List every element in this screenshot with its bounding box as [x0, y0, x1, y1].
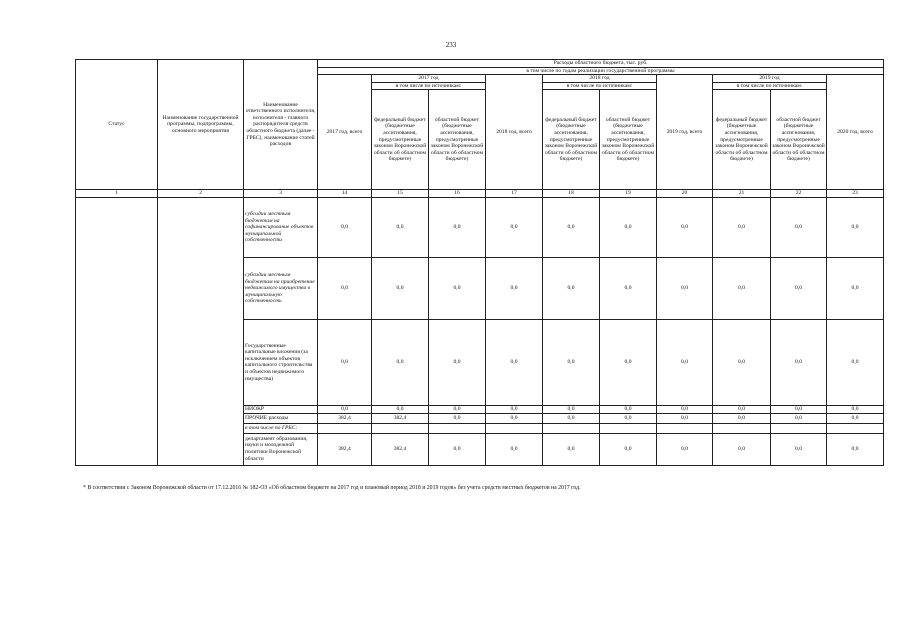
- cell-value: 0,0: [429, 433, 486, 465]
- cell-value: 0,0: [657, 257, 713, 319]
- column-number: 22: [771, 190, 827, 198]
- cell-value: 0,0: [486, 405, 543, 413]
- header-by-years: в том числе по годам реализации государственной программы: [318, 67, 884, 75]
- column-number: 19: [600, 190, 657, 198]
- cell-value: 0,0: [713, 197, 771, 257]
- cell-value: 0,0: [372, 257, 429, 319]
- header-sources-2019: в том числе по источникам:: [713, 82, 827, 90]
- header-program-name: Наименование государственной программы, подпрограммы, основного мероприятия: [158, 60, 244, 190]
- column-number: 20: [657, 190, 713, 198]
- program-cell: [158, 197, 244, 465]
- cell-value: 0,0: [543, 197, 600, 257]
- header-executor: Наименование ответственного исполнителя, исполнителя - главного распорядителя средств областного бюджета (далее - ГРБС), наименование статей расходов: [244, 60, 318, 190]
- cell-value: 0,0: [486, 433, 543, 465]
- status-cell: [76, 197, 158, 465]
- column-number: 1: [76, 190, 158, 198]
- cell-value: 0,0: [600, 433, 657, 465]
- cell-value: 0,0: [543, 257, 600, 319]
- cell-value: 0,0: [827, 319, 884, 405]
- cell-value: 382,4: [372, 433, 429, 465]
- column-number: 16: [429, 190, 486, 198]
- column-number: 14: [318, 190, 372, 198]
- row-label: в том числе по ГРБС:: [244, 423, 318, 433]
- cell-value: 0,0: [318, 257, 372, 319]
- row-label: ПРОЧИЕ расходы: [244, 413, 318, 423]
- cell-value: [543, 423, 600, 433]
- cell-value: [827, 423, 884, 433]
- cell-value: 0,0: [771, 197, 827, 257]
- table-row: [76, 197, 884, 257]
- footnote: * В соответствии с Законом Воронежской области от 17.12.2016 № 182-ОЗ «Об областном бюджете на 2017 год и плановый период 2018 и 2019 годов» без учета средств местных бюджетов на 2017 год.: [83, 485, 581, 491]
- header-year-2017: 2017 год: [372, 75, 486, 83]
- cell-value: 0,0: [771, 433, 827, 465]
- cell-value: 0,0: [771, 413, 827, 423]
- cell-value: [429, 423, 486, 433]
- header-total-2018: 2018 год, всего: [486, 75, 543, 190]
- header-sources-2018: в том числе по источникам:: [543, 82, 657, 90]
- cell-value: 0,0: [318, 405, 372, 413]
- cell-value: 0,0: [372, 405, 429, 413]
- header-federal-2018: федеральный бюджет (бюджетные ассигнования, предусмотренные законом Воронежской области об областном бюджете): [543, 90, 600, 190]
- column-number-row: [76, 190, 884, 198]
- header-status: Статус: [76, 60, 158, 190]
- page-number: 233: [445, 41, 457, 49]
- header-year-2019: 2019 год: [713, 75, 827, 83]
- column-number: 23: [827, 190, 884, 198]
- row-label: НИОКР: [244, 405, 318, 413]
- cell-value: 382,4: [318, 413, 372, 423]
- header-federal-2019: федеральный бюджет (бюджетные ассигнования, предусмотренные законом Воронежской области об областном бюджете): [713, 90, 771, 190]
- column-number: 15: [372, 190, 429, 198]
- header-expenses-title: Расходы областного бюджета, тыс. руб.: [318, 60, 884, 68]
- cell-value: 0,0: [827, 197, 884, 257]
- cell-value: 0,0: [657, 405, 713, 413]
- column-number: 18: [543, 190, 600, 198]
- cell-value: 0,0: [713, 319, 771, 405]
- cell-value: 0,0: [372, 319, 429, 405]
- column-number: 3: [244, 190, 318, 198]
- cell-value: 0,0: [486, 413, 543, 423]
- cell-value: 0,0: [429, 413, 486, 423]
- cell-value: 0,0: [771, 319, 827, 405]
- row-label: департамент образования, науки и молодежной политики Воронежской области: [244, 433, 318, 465]
- cell-value: 0,0: [372, 197, 429, 257]
- cell-value: 0,0: [600, 413, 657, 423]
- cell-value: 0,0: [657, 197, 713, 257]
- column-number: 17: [486, 190, 543, 198]
- cell-value: 0,0: [600, 405, 657, 413]
- header-total-2017: 2017 год, всего: [318, 75, 372, 190]
- header-regional-2019: областной бюджет (бюджетные ассигнования, предусмотренные законом Воронежской области об областном бюджете): [771, 90, 827, 190]
- cell-value: [771, 423, 827, 433]
- cell-value: 0,0: [486, 319, 543, 405]
- header-regional-2017: областной бюджет (бюджетные ассигнования, предусмотренные законом Воронежской области об областном бюджете): [429, 90, 486, 190]
- budget-table: [75, 59, 884, 466]
- cell-value: 0,0: [600, 197, 657, 257]
- column-number: 21: [713, 190, 771, 198]
- cell-value: 0,0: [486, 197, 543, 257]
- cell-value: 0,0: [318, 197, 372, 257]
- cell-value: 0,0: [771, 257, 827, 319]
- cell-value: [372, 423, 429, 433]
- cell-value: 0,0: [713, 433, 771, 465]
- column-number: 2: [158, 190, 244, 198]
- cell-value: 0,0: [429, 319, 486, 405]
- cell-value: 0,0: [486, 257, 543, 319]
- row-label: Государственные капитальные вложения (за исключением объектов капитального строительства и объектов недвижимого имущества): [244, 319, 318, 405]
- header-sources-2017: в том числе по источникам:: [372, 82, 486, 90]
- cell-value: 0,0: [429, 197, 486, 257]
- cell-value: 0,0: [827, 413, 884, 423]
- cell-value: 0,0: [543, 319, 600, 405]
- cell-value: 0,0: [543, 405, 600, 413]
- cell-value: 0,0: [713, 405, 771, 413]
- cell-value: [600, 423, 657, 433]
- cell-value: [657, 423, 713, 433]
- cell-value: 382,4: [318, 433, 372, 465]
- cell-value: [318, 423, 372, 433]
- cell-value: 0,0: [318, 319, 372, 405]
- cell-value: 0,0: [827, 257, 884, 319]
- cell-value: 0,0: [543, 433, 600, 465]
- cell-value: 0,0: [657, 433, 713, 465]
- cell-value: 0,0: [827, 433, 884, 465]
- row-label: субсидии местным бюджетам на софинансирование объектов муниципальной собственности: [244, 197, 318, 257]
- header-year-2018: 2018 год: [543, 75, 657, 83]
- header-total-2019: 2019 год, всего: [657, 75, 713, 190]
- row-label: субсидии местным бюджетам на приобретение недвижимого имущества в муниципальную собственность: [244, 257, 318, 319]
- cell-value: [486, 423, 543, 433]
- header-total-2020: 2020 год, всего: [827, 75, 884, 190]
- cell-value: 0,0: [600, 257, 657, 319]
- cell-value: 0,0: [429, 257, 486, 319]
- header-federal-2017: федеральный бюджет (бюджетные ассигнования, предусмотренные законом Воронежской области об областном бюджете): [372, 90, 429, 190]
- cell-value: 382,4: [372, 413, 429, 423]
- cell-value: 0,0: [657, 413, 713, 423]
- cell-value: 0,0: [713, 413, 771, 423]
- cell-value: [713, 423, 771, 433]
- cell-value: 0,0: [657, 319, 713, 405]
- cell-value: 0,0: [600, 319, 657, 405]
- cell-value: 0,0: [543, 413, 600, 423]
- cell-value: 0,0: [771, 405, 827, 413]
- cell-value: 0,0: [429, 405, 486, 413]
- header-regional-2018: областной бюджет (бюджетные ассигнования, предусмотренные законом Воронежской области об областном бюджете): [600, 90, 657, 190]
- cell-value: 0,0: [827, 405, 884, 413]
- cell-value: 0,0: [713, 257, 771, 319]
